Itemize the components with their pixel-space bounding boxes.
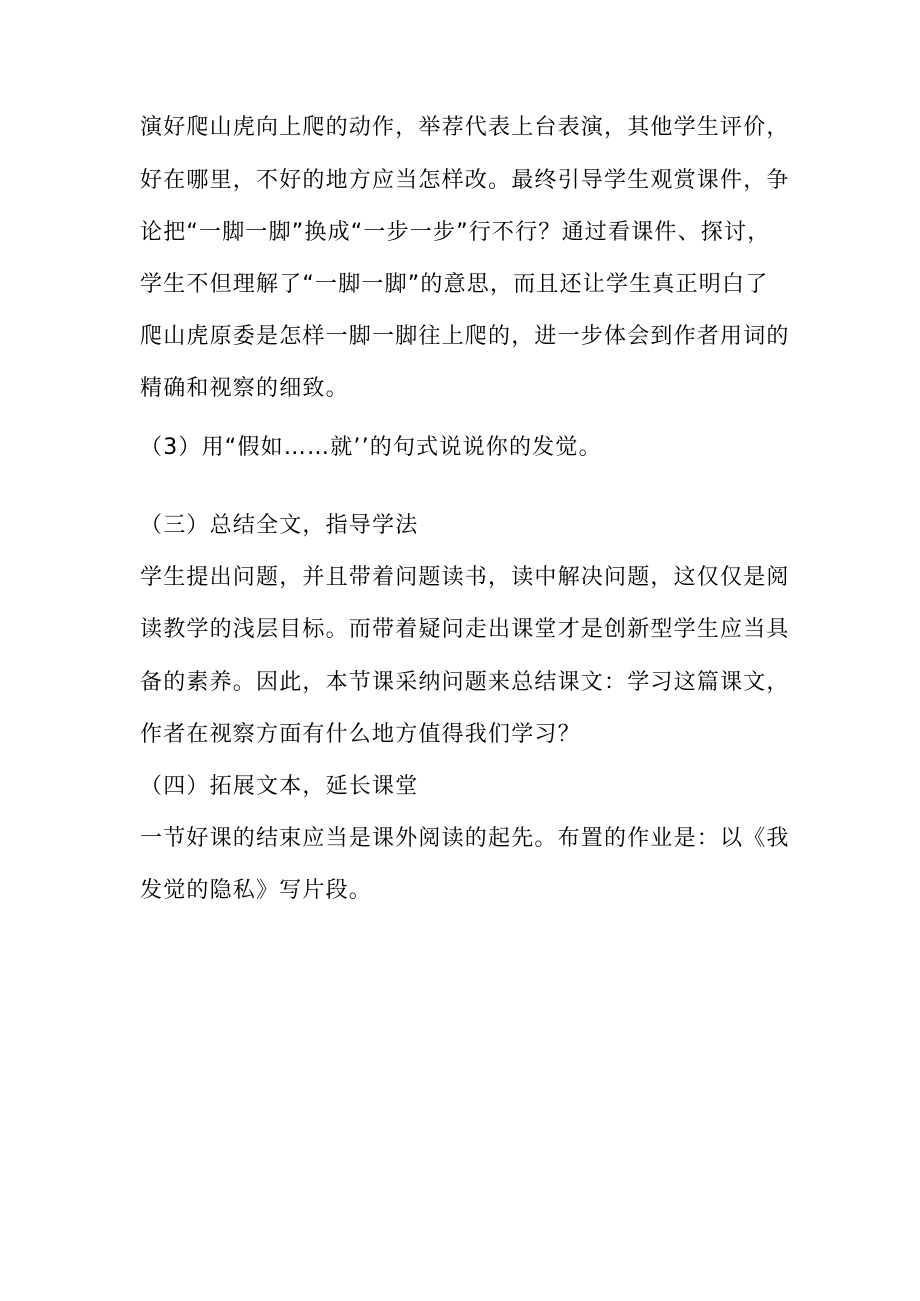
text-line: 读教学的浅层目标。而带着疑问走出课堂才是创新型学生应当具 xyxy=(140,617,790,642)
text-line: 备的素养。因此，本节课采纳问题来总结课文：学习这篇课文， xyxy=(140,670,790,695)
section-heading-4: （四）拓展文本，延长课堂 xyxy=(140,774,419,799)
text-line: 论把“一脚一脚”换成“一步一步”行不行？通过看课件、探讨， xyxy=(140,220,771,245)
text-line: 爬山虎原委是怎样一脚一脚往上爬的，进一步体会到作者用词的 xyxy=(140,324,790,349)
text-line: 好在哪里，不好的地方应当怎样改。最终引导学生观赏课件，争 xyxy=(140,168,790,193)
section-heading-3: （三）总结全文，指导学法 xyxy=(140,513,419,538)
text-line: 发觉的隐私》写片段。 xyxy=(140,878,373,903)
text-line: 一节好课的结束应当是课外阅读的起先。布置的作业是：以《我 xyxy=(140,826,790,851)
text-line: 演好爬山虎向上爬的动作，举荐代表上台表演，其他学生评价， xyxy=(140,115,790,140)
list-item-3: （3）用“假如……就’’的句式说说你的发觉。 xyxy=(140,435,602,460)
text-line: 精确和视察的细致。 xyxy=(140,376,349,401)
text-line: 学生提出问题，并且带着问题读书，读中解决问题，这仅仅是阅 xyxy=(140,565,790,590)
text-line: 学生不但理解了“一脚一脚”的意思，而且还让学生真正明白了 xyxy=(140,272,769,297)
text-line: 作者在视察方面有什么地方值得我们学习？ xyxy=(140,722,581,747)
